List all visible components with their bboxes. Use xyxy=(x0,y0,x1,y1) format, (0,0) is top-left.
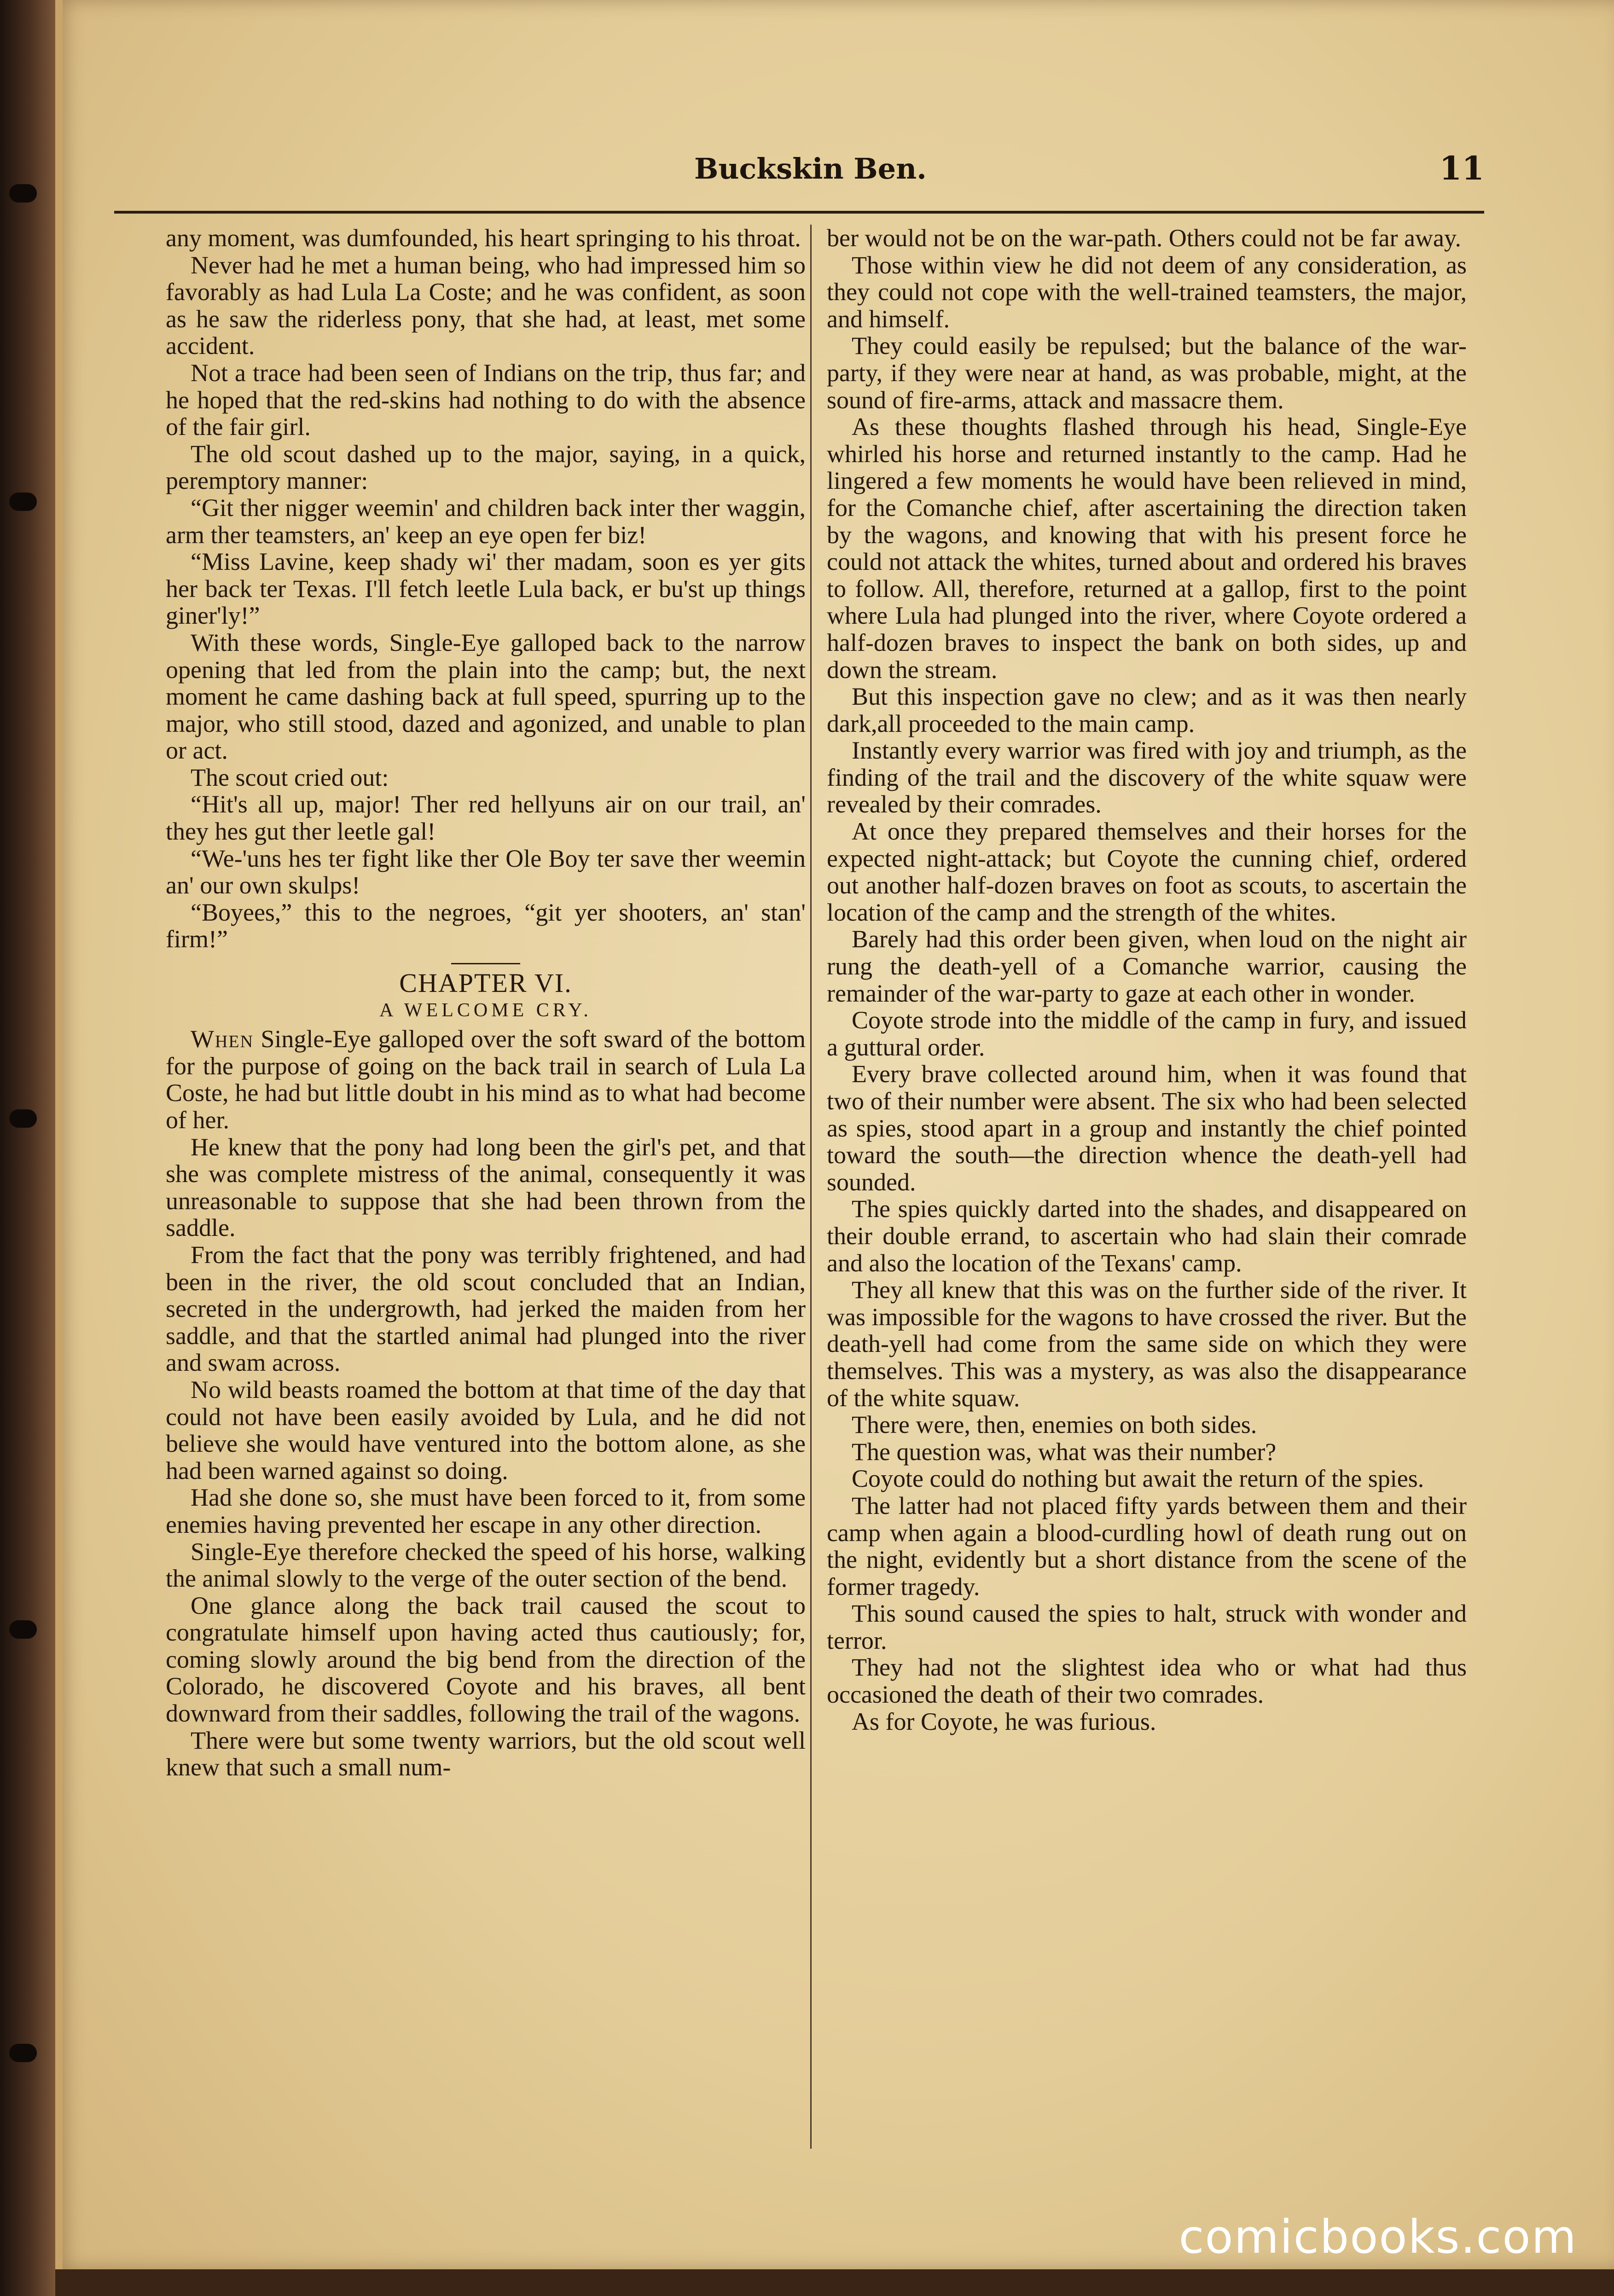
paragraph: Had she done so, she must have been forced to it, from some enemies having prevented her escape in any other direction. xyxy=(166,1484,806,1538)
paragraph: Single-Eye therefore checked the speed of his horse, walking the animal slowly to the verge of the outer section of the bend. xyxy=(166,1537,806,1593)
paragraph: This sound caused the spies to halt, struck with wonder and terror. xyxy=(827,1600,1467,1654)
binding-hole xyxy=(9,2044,37,2062)
chapter-first-word: When xyxy=(191,1025,254,1053)
paragraph: “Miss Lavine, keep shady wi' ther madam, soon es yer gits her back ter Texas. I'll fetch leetle Lula back, er bu'st up things giner'ly!” xyxy=(166,548,806,630)
right-column-paragraphs xyxy=(827,225,1467,1735)
right-column xyxy=(827,225,1467,1735)
paragraph: “Boyees,” this to the negroes, “git yer shooters, an' stan' firm!” xyxy=(166,898,806,953)
chapter-divider xyxy=(451,963,520,964)
left-column-paragraphs xyxy=(166,225,806,953)
watermark: comicbooks.com xyxy=(1179,2210,1577,2264)
paragraph: One glance along the back trail caused the scout to congratulate himself upon having acted thus cautiously; for, coming slowly around the big bend from the direction of the Colorado, he discovered Coyote and his braves, all bent downward from their saddles, following the trail of the wagons. xyxy=(166,1591,806,1728)
paragraph: Coyote strode into the middle of the camp in fury, and issued a guttural order. xyxy=(827,1006,1467,1061)
paragraph: There were, then, enemies on both sides. xyxy=(852,1411,1257,1439)
binding-hole xyxy=(9,184,37,203)
paragraph: The old scout dashed up to the major, saying, in a quick, peremptory manner: xyxy=(166,440,806,495)
paragraph: Every brave collected around him, when it was found that two of their number were absent. The six who had been selected as spies, stood apart in a group and instantly the chief pointed toward the south—the direction whence the death-yell had sounded. xyxy=(827,1060,1467,1196)
paragraph: Not a trace had been seen of Indians on the trip, thus far; and he hoped that the red-skins had nothing to do with the absence of the fair girl. xyxy=(166,359,806,441)
paragraph: The scout cried out: xyxy=(191,763,389,791)
paragraph: “Git ther nigger weemin' and children back inter ther waggin, arm ther teamsters, an' keep an eye open fer biz! xyxy=(166,493,806,549)
paragraph: As these thoughts flashed through his head, Single-Eye whirled his horse and returned instantly to the camp. Had he lingered a few moments he would have been relieved in mind, for the Comanche chief, after ascertaining the direction taken by the wagons, and knowing that with his present force he could not attack the whites, turned about and ordered his braves to follow. All, therefore, returned at a gallop, first to the point where Lula had plunged into the river, where Coyote ordered a half-dozen braves to inspect the bank on both sides, up and down the stream. xyxy=(827,413,1467,684)
paragraph: As for Coyote, he was furious. xyxy=(852,1707,1156,1735)
paragraph: With these words, Single-Eye galloped back to the narrow opening that led from the plain into the camp; but, the next moment he came dashing back at full speed, spurring up to the major, who still stood, dazed and agonized, and unable to plan or act. xyxy=(166,628,806,765)
paragraph: At once they prepared themselves and their horses for the expected night-attack; but Coyote the cunning chief, ordered out another half-dozen braves on foot as scouts, to ascertain the location of the camp and the strength of the whites. xyxy=(827,818,1467,926)
paragraph: They could easily be repulsed; but the balance of the war-party, if they were near at hand, as was probable, might, at the sound of fire-arms, attack and massacre them. xyxy=(827,332,1467,414)
left-column xyxy=(166,225,806,1781)
binding-hole xyxy=(9,1109,37,1128)
paragraph: But this inspection gave no clew; and as it was then nearly dark,all proceeded to the main camp. xyxy=(827,683,1467,737)
chapter-opening-paragraph xyxy=(166,1026,806,1133)
paragraph: The spies quickly darted into the shades, and disappeared on their double errand, to ascertain who had slain their comrade and also the location of the Texans' camp. xyxy=(827,1195,1467,1277)
paragraph: any moment, was dumfounded, his heart springing to his throat. xyxy=(166,224,801,252)
left-column-chapter-paragraphs xyxy=(166,1134,806,1781)
page-edge xyxy=(55,0,63,2269)
paragraph: “Hit's all up, major! Ther red hellyuns air on our trail, an' they hes gut ther leetle gal! xyxy=(166,790,806,846)
binding-hole xyxy=(9,1620,37,1639)
paragraph: He knew that the pony had long been the girl's pet, and that she was complete mistress of the animal, consequently it was unreasonable to suppose that she had been thrown from the saddle. xyxy=(166,1133,806,1242)
paragraph: ber would not be on the war-path. Others could not be far away. xyxy=(827,224,1461,252)
paragraph: The question was, what was their number? xyxy=(852,1438,1277,1466)
paragraph: No wild beasts roamed the bottom at that time of the day that could not have been easily avoided by Lula, and he did not believe she would have ventured into the bottom alone, as she had been warned against so doing. xyxy=(166,1375,806,1484)
running-title: Buckskin Ben. xyxy=(694,152,927,186)
paragraph: Instantly every warrior was fired with joy and triumph, as the finding of the trail and the discovery of the white squaw were revealed by their comrades. xyxy=(827,736,1467,818)
column-divider xyxy=(810,225,812,2149)
chapter-opening-text: Single-Eye galloped over the soft sward of the bottom for the purpose of going on the back trail in search of Lula La Coste, he had but little doubt in his mind as to what had become of her. xyxy=(166,1025,806,1134)
paragraph: From the fact that the pony was terribly frightened, and had been in the river, the old scout concluded that an Indian, secreted in the undergrowth, had jerked the maiden from her saddle, and that the startled animal had plunged into the river and swam across. xyxy=(166,1241,806,1377)
paragraph: Coyote could do nothing but await the return of the spies. xyxy=(852,1465,1424,1493)
page-number: 11 xyxy=(1439,149,1484,187)
paragraph: They had not the slightest idea who or what had thus occasioned the death of their two comrades. xyxy=(827,1653,1467,1709)
header-rule xyxy=(114,211,1484,214)
book-spine xyxy=(0,0,55,2296)
paragraph: Those within view he did not deem of any consideration, as they could not cope with the well-trained teamsters, the major, and himself. xyxy=(827,251,1467,333)
paragraph: The latter had not placed fifty yards between them and their camp when again a blood-curdling howl of death rung out on the night, evidently but a short distance from the scene of the former tragedy. xyxy=(827,1491,1467,1600)
paragraph: “We-'uns hes ter fight like ther Ole Boy ter save ther weemin an' our own skulps! xyxy=(166,844,806,899)
paragraph: Barely had this order been given, when loud on the night air rung the death-yell of a Comanche warrior, causing the remainder of the war-party to gaze at each other in wonder. xyxy=(827,925,1467,1007)
chapter-title: CHAPTER VI. xyxy=(399,968,572,998)
paragraph: They all knew that this was on the further side of the river. It was impossible for the wagons to have crossed the river. But the death-yell had come from the same side on which they were themselves. This was a mystery, as was also the disappearance of the white squaw. xyxy=(827,1276,1467,1412)
chapter-subtitle: A WELCOME CRY. xyxy=(379,999,592,1021)
paragraph: There were but some twenty warriors, but the old scout well knew that such a small num- xyxy=(166,1726,806,1781)
paragraph: Never had he met a human being, who had impressed him so favorably as had Lula La Coste; and he was confident, as soon as he saw the riderless pony, that she had, at least, met some accident. xyxy=(166,251,806,360)
running-header xyxy=(114,143,1484,207)
binding-hole xyxy=(9,493,37,511)
